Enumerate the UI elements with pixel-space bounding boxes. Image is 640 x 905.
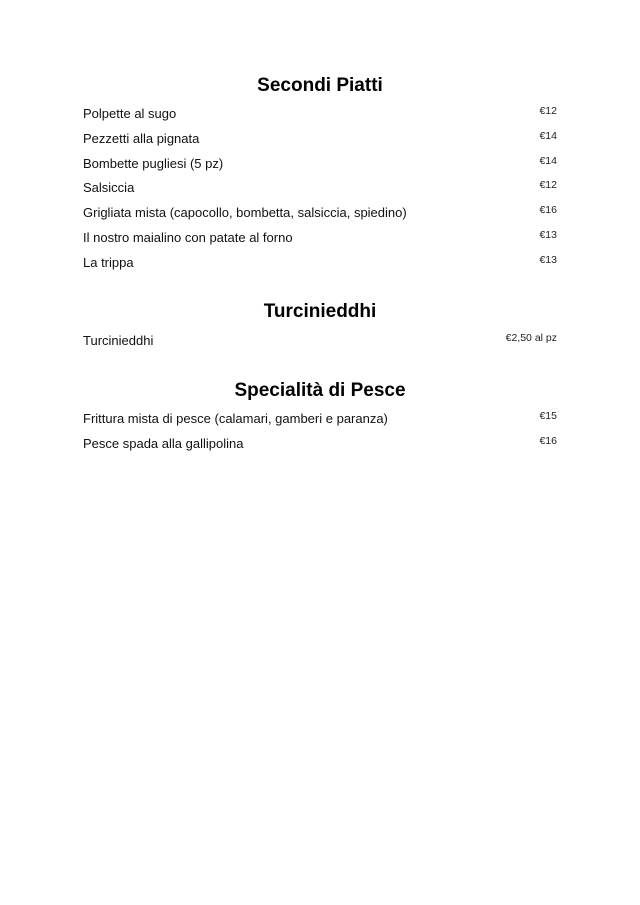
item-name: Il nostro maialino con patate al forno [83,229,293,245]
item-name: Polpette al sugo [83,106,177,121]
item-name: Frittura mista di pesce (calamari, gamberi e paranza) [83,411,388,426]
menu-list [83,106,557,280]
menu-item [83,230,557,255]
section-title: Secondi Piatti [257,75,383,96]
menu-item [83,180,557,205]
menu-item [83,333,557,358]
item-price: €13 [539,228,557,241]
item-name: Salsiccia [83,180,135,196]
item-name: Pesce spada alla gallipolina [83,435,244,451]
item-price: €16 [539,204,557,217]
item-price: €12 [539,179,557,192]
menu-item [83,156,557,181]
item-name: Bombette pugliesi (5 pz) [83,155,224,171]
section-specialita-di-pesce [83,380,557,461]
menu-list [83,411,557,461]
item-name: Grigliata mista (capocollo, bombetta, salsiccia, spiedino) [83,205,407,221]
section-turcinieddhi [83,301,557,358]
menu-item [83,255,557,280]
item-price: €14 [539,154,557,167]
item-price: €12 [539,105,557,117]
item-price: €14 [539,129,557,142]
menu-item [83,131,557,156]
item-name: La trippa [83,254,134,270]
menu-item [83,436,557,461]
menu-item [83,411,557,436]
item-price: €13 [539,253,557,266]
item-name: Turcinieddhi [83,333,154,348]
menu-list [83,333,557,358]
section-title: Turcinieddhi [263,301,377,322]
section-title: Specialità di Pesce [234,380,406,401]
section-secondi-piatti [83,75,557,280]
item-price: €2,50 al pz [505,332,557,344]
item-price: €16 [539,434,557,447]
menu-item [83,205,557,230]
menu-item [83,106,557,131]
item-price: €15 [539,410,557,422]
item-name: Pezzetti alla pignata [83,130,200,146]
